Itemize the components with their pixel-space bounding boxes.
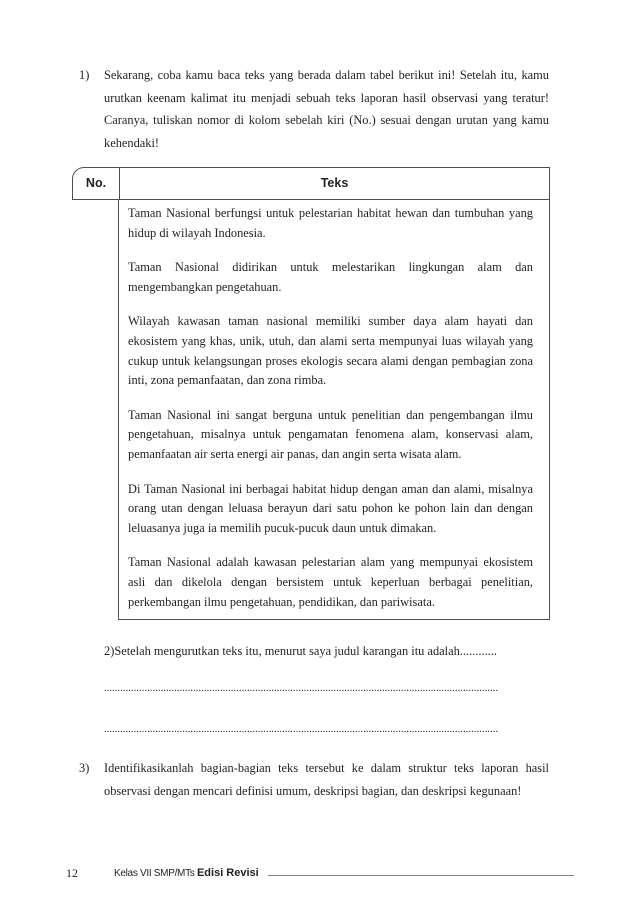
table-header [72,167,550,200]
answer-line: .................................................................................................................................................. [104,724,499,735]
table-border-right [549,200,550,620]
table-row: Taman Nasional ini sangat berguna untuk penelitian dan pengembangan ilmu pengetahuan, misalnya untuk pengamatan fenomena alam, konservasi alam, pemanfaatan air serta energi air panas, dan angin serta wisata alam. [128,407,533,461]
table-row: Di Taman Nasional ini berbagai habitat hidup dengan aman dan alami, misalnya orang utan dengan leluasa berayun dari satu pohon ke pohon lain dan dengan leluasanya juga ia memilih pucuk-pucuk daun untuk dimakan. [128,481,533,535]
column-header-teks: Teks [320,176,349,190]
table-row: Taman Nasional berfungsi untuk pelestarian habitat hewan dan tumbuhan yang hidup di wilayah Indonesia. [128,206,533,240]
column-header-no: No. [73,168,120,199]
table-row: Taman Nasional adalah kawasan pelestarian alam yang mempunyai ekosistem asli dan dikelola dengan bersistem untuk keperluan berbagai penelitian, perkembangan ilmu pengetahuan, pendidikan, dan pariwisata. [128,555,533,609]
page-number: 12 [66,866,78,880]
question-1-text: Sekarang, coba kamu baca teks yang berada dalam tabel berikut ini! Setelah itu, kamu urutkan keenam kalimat itu menjadi sebuah teks laporan hasil observasi yang teratur! Caranya, tuliskan nomor di kolom sebelah kiri (No.) sesuai dengan urutan yang kamu kehendaki! [104,68,549,150]
answer-line: .................................................................................................................................................. [104,683,499,694]
page-footer [0,862,638,886]
table-row: Taman Nasional didirikan untuk melestarikan lingkungan alam dan mengembangkan pengetahuan. [128,260,533,294]
book-edition: Edisi Revisi [196,867,259,879]
book-title [114,867,259,879]
table-row: Wilayah kawasan taman nasional memiliki sumber daya alam hayati dan ekosistem yang khas, unik, utuh, dan alami serta mempunyai luas wilayah yang cukup untuk kelangsungan proses ekologis secara alami dengan pembagian zona inti, zona pemanfaatan, dan zona rimba. [128,314,533,388]
question-1-number: 1) [79,68,90,82]
question-3-number: 3) [79,761,90,775]
table-divider [118,200,119,620]
table-rows [128,204,533,627]
question-3-text: Identifikasikanlah bagian-bagian teks tersebut ke dalam struktur teks laporan hasil observasi dengan mencari definisi umum, deskripsi bagian, dan deskripsi kegunaan! [104,761,549,798]
footer-rule [268,875,574,876]
book-class: Kelas VII SMP/MTs [114,868,197,879]
question-2-text: 2)Setelah mengurutkan teks itu, menurut saya judul karangan itu adalah............ [104,644,497,658]
